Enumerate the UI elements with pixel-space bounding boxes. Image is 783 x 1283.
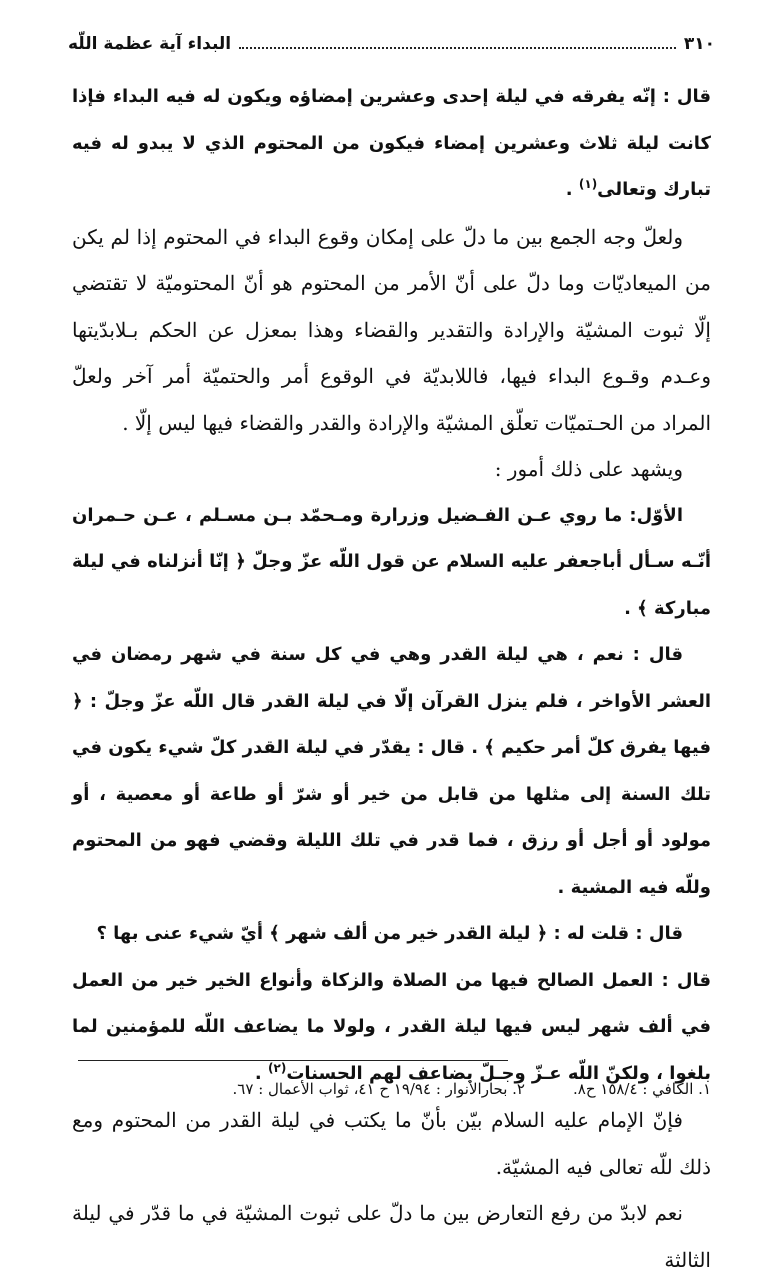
header-leader-dots <box>239 47 676 49</box>
footnotes <box>72 1080 711 1098</box>
footnote-1: ١. الكافي : ١٥٨/٤ ح٨. <box>572 1080 711 1098</box>
paragraph-evidence-intro: ويشهد على ذلك أمور : <box>494 457 683 481</box>
footnote-separator <box>78 1060 508 1061</box>
paragraph-question: قال : قلت له : ﴿ ليلة القدر خير من ألف شهر ﴾ أيّ شيء عنى بها ؟ <box>96 923 683 944</box>
paragraph-narration: الأوّل: ما روي عـن الفـضيل وزرارة ومـحمّد بـن مسـلم ، عـن حـمران أنّـه سـأل أباجعفر عليه السلام عن قول اللّه عزّ وجلّ ﴿ إنّا أنزلناه في ليلة مباركة ﴾ . <box>72 504 711 619</box>
paragraph-quote-1: قال : إنّه يفرقه في ليلة إحدى وعشرين إمضاؤه ويكون له فيه البداء فإذا كانت ليلة ثلاث وعشرين إمضاء فيكون من المحتوم الذي لا يبدو له فيه تبارك وتعالى$^{(١)}$ . <box>72 86 711 200</box>
footnote-2: ٢. بحارالأنوار : ١٩/٩٤ ح ٤١، ثواب الأعمال : ٦٧. <box>232 1080 525 1098</box>
page-body <box>72 74 711 1283</box>
footnote-ref-1[interactable]: (١) <box>578 177 598 191</box>
paragraph-commentary-1: ولعلّ وجه الجمع بين ما دلّ على إمكان وقوع البداء في المحتوم إذا لم يكن من الميعاديّات وما دلّ على أنّ الأمر من المحتوم هو أنّ المحتوميّة لا تقتضي إلّا ثبوت المشيّة والإرادة والتقدير والقضاء وهذا بمعزل عن الحكم بـلابدّيتها وعـدم وقـوع البداء فيها، فاللابديّة في الوقوع أمر والحتميّة أمر آخر ولعلّ المراد من الحـتميّات تعلّق المشيّة والإرادة والقدر والقضاء فيها ليس إلّا . <box>72 224 712 435</box>
page-number: ٣١٠ <box>683 34 715 54</box>
paragraph-quote-2: قال : نعم ، هي ليلة القدر وهي في كل سنة في شهر رمضان في العشر الأواخر ، فلم ينزل القرآن إلّا في ليلة القدر قال اللّه عزّ وجلّ : ﴿ فيها يفرق كلّ أمر حكيم ﴾ . قال : يقدّر في ليلة القدر كلّ شيء يكون في تلك السنة إلى مثلها من قابل من خير أو شرّ أو طاعة أو معصية ، أو مولود أو أجل أو رزق ، فما قدر في تلك الليلة وقضي فهو من المحتوم وللّه فيه المشية . <box>72 644 711 898</box>
page-header <box>68 34 715 54</box>
paragraph-quote-3: قال : العمل الصالح فيها من الصلاة والزكاة وأنواع الخير خير من العمل في ألف شهر ليس فيها ليلة القدر ، ولولا ما يضاعف اللّه للمؤمنين لما بلغوا ، ولكنّ اللّه عـزّ وجـلّ يضاعف لهم الحسنات$^{(٢)}$ . <box>72 969 711 1084</box>
paragraph-commentary-2: فإنّ الإمام عليه السلام بيّن بأنّ ما يكتب في ليلة القدر من المحتوم ومع ذلك للّه تعالى فيه المشيّة. <box>72 1108 711 1179</box>
running-title: البداء آية عظمة اللّه <box>68 34 232 54</box>
paragraph-commentary-3: نعم لابدّ من رفع التعارض بين ما دلّ على ثبوت المشيّة في ما قدّر في ليلة الثالثة <box>72 1201 711 1272</box>
footnote-ref-2[interactable]: (٢) <box>268 1060 287 1075</box>
